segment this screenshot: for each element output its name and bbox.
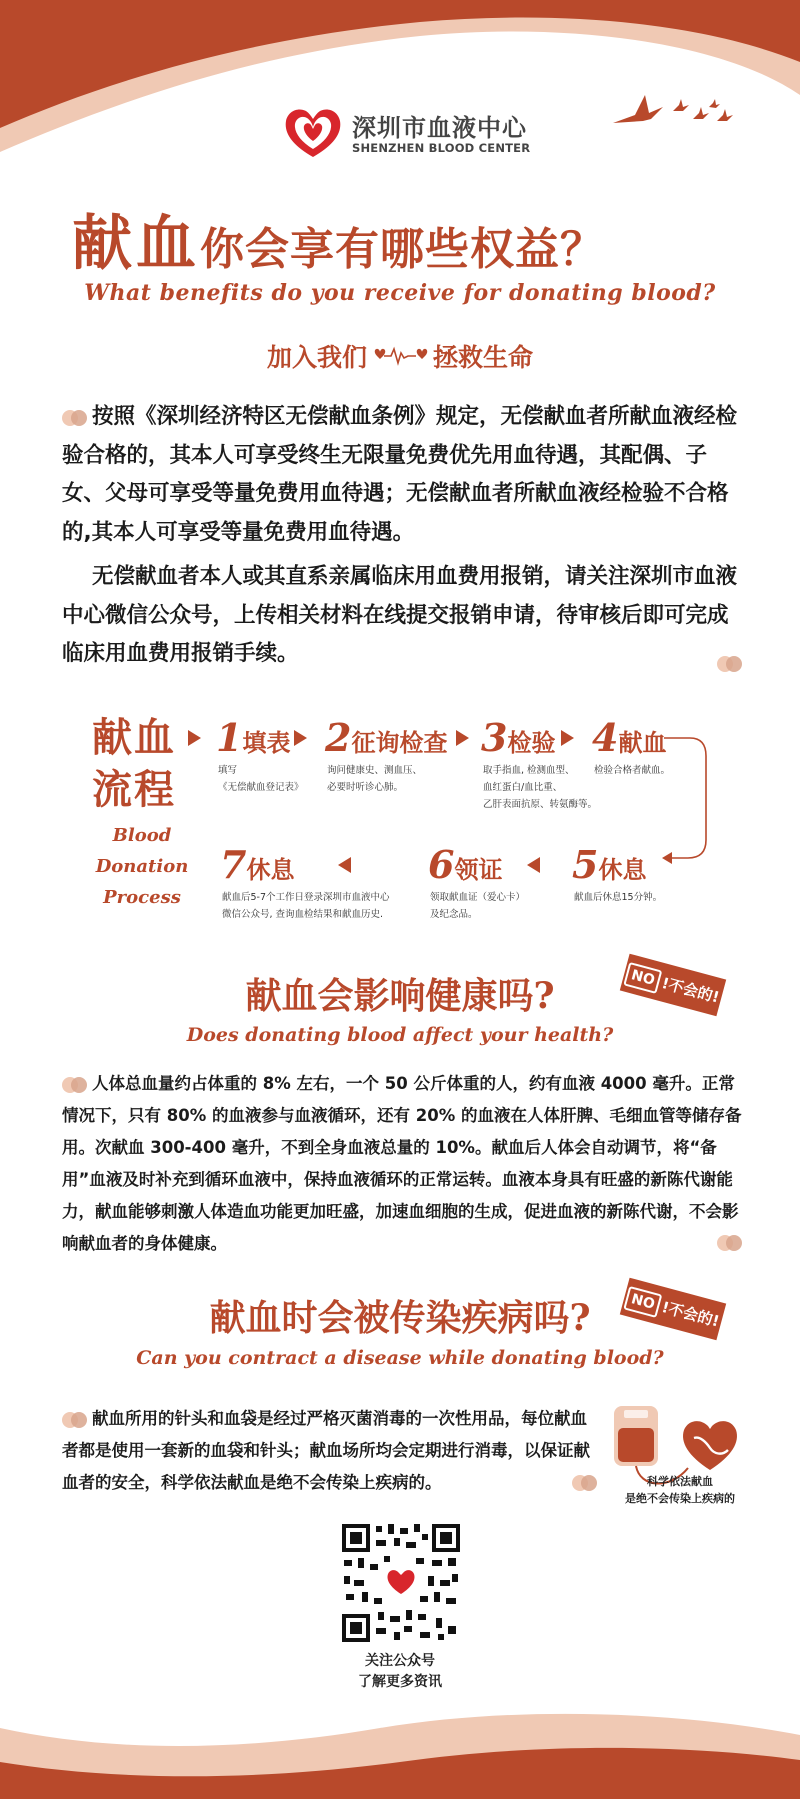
paragraph-dot-icon bbox=[572, 1475, 598, 1491]
process-step-5 bbox=[572, 842, 647, 890]
heartbeat-icon bbox=[371, 346, 429, 366]
disease-paragraph: 献血所用的针头和血袋是经过严格灭菌消毒的一次性用品，每位献血者都是使用一套新的血袋和针头；献血场所均会定期进行消毒，以保证献血者的安全，科学依法献血是绝不会传染上疾病的。 bbox=[62, 1409, 590, 1492]
step-label: 领证 bbox=[454, 856, 503, 884]
process-title-en bbox=[82, 820, 202, 913]
rights-paragraph-2: 无偿献血者本人或其直系亲属临床用血费用报销，请关注深圳市血液中心微信公众号，上传相关材料在线提交报销申请，待审核后即可完成临床用血费用报销手续。 bbox=[62, 564, 738, 666]
no-badge: NO !不会的! bbox=[620, 1278, 726, 1341]
blood-drop-heart-icon bbox=[282, 105, 344, 160]
illustration-caption: 科学依法献血 是绝不会传染上疾病的 bbox=[625, 1475, 735, 1505]
title-rest: 你会享有哪些权益？ bbox=[200, 224, 605, 275]
process-en-line3: Process bbox=[103, 887, 181, 908]
qr-code-icon[interactable] bbox=[340, 1522, 462, 1644]
health-section-title: 献血会影响健康吗? bbox=[245, 975, 555, 1017]
step-number: 3 bbox=[481, 715, 508, 760]
step-3-desc: 取手指血, 检测血型、 血红蛋白/血比重、 乙肝表面抗原、转氨酶等。 bbox=[483, 765, 598, 810]
arrow-left-icon bbox=[527, 857, 540, 873]
birds-illustration bbox=[605, 85, 755, 145]
process-en-line2: Donation bbox=[95, 856, 189, 877]
qr-caption: 关注公众号 了解更多资讯 bbox=[358, 1653, 442, 1690]
process-step-7 bbox=[220, 842, 295, 890]
step-number: 1 bbox=[216, 715, 243, 760]
step-label: 征询检查 bbox=[351, 729, 448, 757]
title-highlight: 献血 bbox=[72, 209, 200, 279]
page-title bbox=[72, 196, 605, 282]
disease-section-title: 献血时会被传染疾病吗? bbox=[209, 1297, 591, 1339]
org-name-cn: 深圳市血液中心 bbox=[352, 114, 527, 142]
process-title bbox=[92, 712, 176, 816]
process-step-2 bbox=[325, 715, 448, 763]
process-step-3 bbox=[481, 715, 556, 763]
step-7-desc: 献血后5-7个工作日登录深圳市血液中心 微信公众号, 查询血检结果和献血历史. bbox=[222, 892, 390, 920]
step-number: 6 bbox=[428, 842, 455, 887]
step-label: 填表 bbox=[242, 729, 291, 757]
page-title-en: What benefits do you receive for donating blood? bbox=[84, 280, 716, 306]
step-number: 5 bbox=[572, 842, 599, 887]
step-5-desc: 献血后休息15分钟。 bbox=[574, 892, 663, 903]
step-6-desc: 领取献血证（爱心卡） 及纪念品。 bbox=[430, 892, 526, 920]
arrow-right-icon bbox=[456, 730, 469, 746]
no-badge: NO !不会的! bbox=[620, 954, 726, 1017]
arrow-right-icon bbox=[188, 730, 201, 746]
arrow-right-icon bbox=[561, 730, 574, 746]
health-paragraph: 人体总血量约占体重的 8% 左右，一个 50 公斤体重的人，约有血液 4000 毫升。正常情况下，只有 80% 的血液参与血液循环，还有 20% 的血液在人体肝脾、毛细血管等储存备用。次献血 300-400 毫升，不到全身血液总量的 10%。献血后人体会自动调节，将“备用”血液及时补充到循环血液中，保持血液循环的正常运转。血液本身具有旺盛的新陈代谢能力，献血能够刺激人体造血功能更加旺盛，加速血细胞的生成，促进血液的新陈代谢，不会影响献血者的身体健康。 bbox=[62, 1074, 742, 1253]
process-step-1 bbox=[216, 715, 291, 763]
step-label: 休息 bbox=[598, 856, 647, 884]
process-step-6 bbox=[428, 842, 503, 890]
health-section-title-en: Does donating blood affect your health? bbox=[186, 1024, 614, 1046]
process-connector-arrow bbox=[660, 730, 720, 870]
step-number: 2 bbox=[325, 715, 352, 760]
disease-section-title-en: Can you contract a disease while donating blood? bbox=[136, 1347, 664, 1369]
slogan bbox=[0, 338, 800, 374]
slogan-left: 加入我们 bbox=[266, 343, 367, 372]
step-label: 献血 bbox=[618, 729, 667, 757]
step-2-desc: 询问健康史、测血压、 必要时听诊心肺。 bbox=[327, 765, 423, 793]
arrow-right-icon bbox=[294, 730, 307, 746]
arrow-left-icon bbox=[338, 857, 351, 873]
slogan-right: 拯救生命 bbox=[433, 343, 534, 372]
org-name-en: SHENZHEN BLOOD CENTER bbox=[352, 141, 531, 155]
rights-paragraph-1: 按照《深圳经济特区无偿献血条例》规定，无偿献血者所献血液经检验合格的，其本人可享受终生无限量免费优先用血待遇，其配偶、子女、父母可享受等量免费用血待遇；无偿献血者所献血液经检验不合格的,其本人可享受等量免费用血待遇。 bbox=[62, 404, 738, 545]
step-4-desc: 检验合格者献血。 bbox=[594, 765, 671, 776]
process-title-line1: 献血 bbox=[92, 714, 176, 761]
process-step-4 bbox=[592, 715, 667, 763]
paragraph-dot-icon bbox=[717, 1235, 743, 1251]
step-number: 7 bbox=[220, 842, 247, 887]
step-1-desc: 填写 《无偿献血登记表》 bbox=[218, 765, 304, 793]
process-en-line1: Blood bbox=[112, 825, 172, 846]
step-label: 休息 bbox=[246, 856, 295, 884]
step-label: 检验 bbox=[507, 729, 556, 757]
paragraph-dot-icon bbox=[717, 656, 743, 672]
step-number: 4 bbox=[592, 715, 619, 760]
process-title-line2: 流程 bbox=[92, 766, 176, 813]
